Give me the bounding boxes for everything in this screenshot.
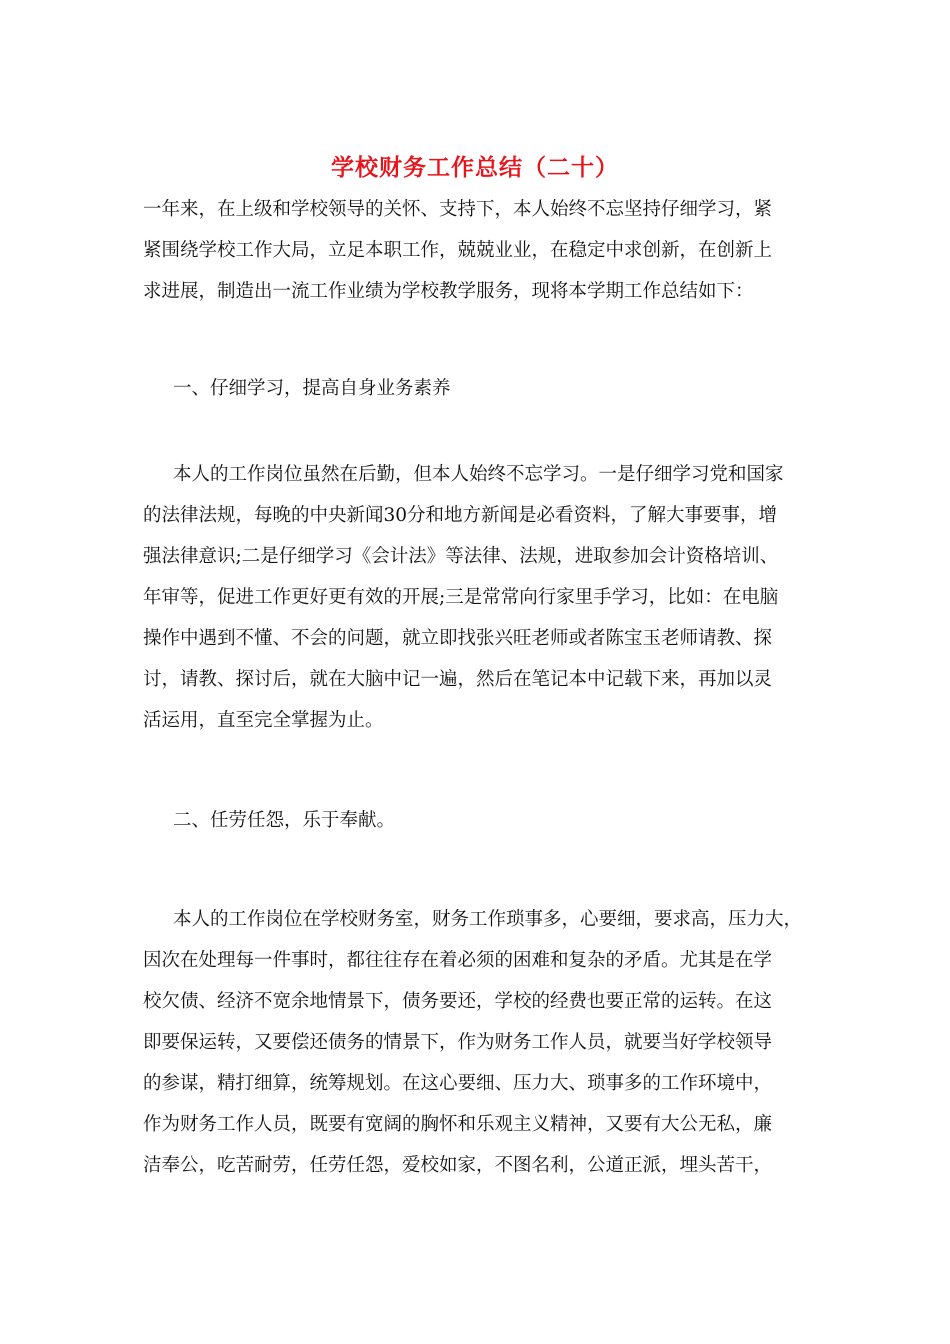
section2-line: 因次在处理每一件事时，都往往存在着必须的困难和复杂的矛盾。尤其是在学 bbox=[143, 950, 773, 971]
section1-line: 年审等，促进工作更好更有效的开展;三是常常向行家里手学习，比如：在电脑 bbox=[143, 587, 779, 608]
section1-paragraph bbox=[143, 454, 829, 741]
intro-paragraph bbox=[143, 189, 829, 312]
section1-line: 强法律意识;二是仔细学习《会计法》等法律、法规，进取参加会计资格培训、 bbox=[143, 546, 779, 567]
section2-line: 的参谋，精打细算，统筹规划。在这心要细、压力大、琐事多的工作环境中， bbox=[143, 1073, 773, 1094]
section1-line: 的法律法规，每晚的中央新闻30分和地方新闻是必看资料，了解大事要事，增 bbox=[143, 505, 778, 526]
section2-line: 校欠债、经济不宽余地情景下，债务要还，学校的经费也要正常的运转。在这 bbox=[143, 991, 773, 1012]
section2-line: 即要保运转，又要偿还债务的情景下，作为财务工作人员，就要当好学校领导 bbox=[143, 1032, 773, 1053]
section1-line: 讨，请教、探讨后，就在大脑中记一遍，然后在笔记本中记载下来，再加以灵 bbox=[143, 669, 773, 690]
section1-line: 操作中遇到不懂、不会的问题，就立即找张兴旺老师或者陈宝玉老师请教、探 bbox=[143, 628, 773, 649]
document-title: 学校财务工作总结（二十） bbox=[331, 154, 619, 181]
section2-paragraph bbox=[143, 899, 829, 1186]
intro-line: 紧围绕学校工作大局，立足本职工作，兢兢业业，在稳定中求创新，在创新上 bbox=[143, 240, 773, 261]
section1-heading: 一、仔细学习，提高自身业务素养 bbox=[173, 378, 451, 399]
section2-line: 本人的工作岗位在学校财务室，财务工作琐事多，心要细，要求高，压力大， bbox=[173, 909, 803, 930]
section1-line: 活运用，直至完全掌握为止。 bbox=[143, 710, 384, 731]
section2-line: 作为财务工作人员，既要有宽阔的胸怀和乐观主义精神，又要有大公无私，廉 bbox=[143, 1114, 773, 1135]
section1-line: 本人的工作岗位虽然在后勤，但本人始终不忘学习。一是仔细学习党和国家 bbox=[173, 464, 784, 485]
intro-line: 一年来，在上级和学校领导的关怀、支持下，本人始终不忘坚持仔细学习，紧 bbox=[143, 199, 773, 220]
section2-line: 洁奉公，吃苦耐劳，任劳任怨，爱校如家，不图名利，公道正派，埋头苦干， bbox=[143, 1155, 773, 1176]
section2-heading: 二、任劳任怨，乐于奉献。 bbox=[173, 810, 396, 831]
intro-line: 求进展，制造出一流工作业绩为学校教学服务，现将本学期工作总结如下： bbox=[143, 281, 754, 302]
